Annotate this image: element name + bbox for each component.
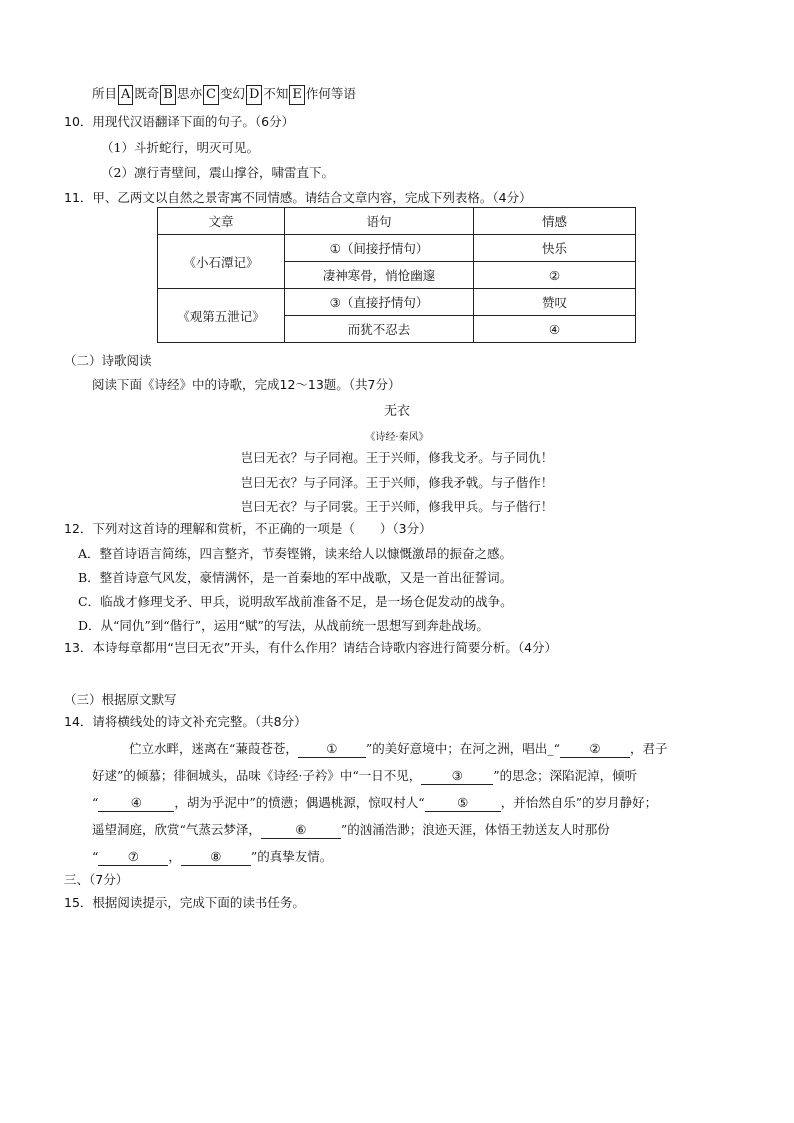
sentence-cell: ③（直接抒情句） <box>285 289 474 316</box>
option-label-c: C <box>203 85 219 105</box>
q13-stem: 13．本诗每章都用“岂曰无衣”开头，有什么作用？请结合诗歌内容进行简要分析。（4分） <box>64 640 558 655</box>
q10-sentence-2: （2）凛行青壁间，震山撑谷，啸雷直下。 <box>101 165 334 180</box>
option-label-b: B <box>160 85 176 105</box>
blank-3[interactable]: ③ <box>421 768 493 785</box>
blank-8[interactable]: ⑧ <box>181 849 251 866</box>
option-label-a: A <box>118 85 133 105</box>
q14-line-2: 好逑”的倾慕；徘徊城头，品味《诗经·子衿》中“一日不见， ③ ”的思念；深陷泥淖，倾听 <box>92 768 638 783</box>
option-text-d: 不知 <box>263 86 289 101</box>
q12-option-b: B．整首诗意气风发，豪情满怀，是一首秦地的军中战歌，又是一首出征誓词。 <box>78 570 513 585</box>
q14-stem: 14．请将横线处的诗文补充完整。（共8分） <box>64 714 307 729</box>
option-text-b: 思亦 <box>176 86 202 101</box>
q15-stem: 15．根据阅读提示，完成下面的读书任务。 <box>64 895 305 910</box>
q10-sentence-1: （1）斗折蛇行，明灭可见。 <box>101 140 259 155</box>
option-text-a: 既奇 <box>134 86 160 101</box>
blank-1[interactable]: ① <box>298 741 366 758</box>
option-text-c: 变幻 <box>219 86 245 101</box>
poem-line-1: 岂曰无衣？与子同袍。王于兴师，修我戈矛。与子同仇！ <box>240 450 554 465</box>
q14-line-3: “ ④ ，胡为乎泥中”的愤懑；偶遇桃源，惊叹村人“ ⑤ ，并怡然自乐”的岁月静好； <box>92 795 658 810</box>
table-header-row <box>158 208 636 235</box>
blank-2[interactable]: ② <box>560 741 630 758</box>
blank-5[interactable]: ⑤ <box>425 795 501 812</box>
article-diwuxie: 《观第五泄记》 <box>158 289 285 343</box>
header-sentence: 语句 <box>285 208 474 235</box>
sentence-cell: ①（间接抒情句） <box>285 235 474 262</box>
emotion-cell: ④ <box>474 316 636 343</box>
poem-source: 《诗经·秦风》 <box>365 432 429 443</box>
emotion-cell: 快乐 <box>474 235 636 262</box>
q11-stem: 11．甲、乙两文以自然之景寄寓不同情感。请结合文章内容，完成下列表格。（4分） <box>64 190 532 205</box>
q11-table <box>157 207 636 343</box>
emotion-cell: ② <box>474 262 636 289</box>
option-label-d: D <box>246 85 262 105</box>
section3-heading: （三）根据原文默写 <box>64 692 177 707</box>
poem-line-3: 岂曰无衣？与子同裳。王于兴师，修我甲兵。与子偕行！ <box>240 499 554 514</box>
option-label-e: E <box>289 85 305 105</box>
table-row <box>158 235 636 262</box>
header-emotion: 情感 <box>474 208 636 235</box>
emotion-cell: 赞叹 <box>474 289 636 316</box>
q10-stem: 10．用现代汉语翻译下面的句子。（6分） <box>64 114 295 129</box>
header-article: 文章 <box>158 208 285 235</box>
part3-heading: 三、（7分） <box>64 872 129 887</box>
table-row <box>158 289 636 316</box>
poem-line-2: 岂曰无衣？与子同泽。王于兴师，修我矛戟。与子偕作！ <box>240 475 554 490</box>
q12-option-c: C．临战才修理戈矛、甲兵，说明敌军战前准备不足，是一场仓促发动的战争。 <box>78 594 513 609</box>
article-xiaoshitan: 《小石潭记》 <box>158 235 285 289</box>
q9-prefix: 所目 <box>92 86 118 101</box>
q12-stem: 12．下列对这首诗的理解和赏析，不正确的一项是（ ）（3分） <box>64 521 432 536</box>
q14-line-5: “ ⑦ ， ⑧ ”的真挚友情。 <box>92 849 333 864</box>
sentence-cell: 凄神寒骨，悄怆幽邃 <box>285 262 474 289</box>
section2-intro: 阅读下面《诗经》中的诗歌，完成12～13题。（共7分） <box>92 377 401 392</box>
section2-heading: （二）诗歌阅读 <box>64 353 152 368</box>
blank-4[interactable]: ④ <box>98 795 174 812</box>
q14-line-4: 遥望洞庭，欣赏“气蒸云梦泽， ⑥ ”的汹涌浩渺；浪迹天涯，体悟王勃送友人时那份 <box>92 822 610 837</box>
blank-6[interactable]: ⑥ <box>261 822 341 839</box>
q12-option-a: A．整首诗语言简练，四言整齐，节奏铿锵，读来给人以慷慨激昂的振奋之感。 <box>78 546 513 561</box>
blank-7[interactable]: ⑦ <box>98 849 168 866</box>
poem-title: 无衣 <box>383 404 410 419</box>
q14-line-1: 伫立水畔，迷离在“蒹葭苍苍， ① ”的美好意境中；在河之洲，唱出_“ ② ，君子 <box>129 741 668 756</box>
sentence-cell: 而犹不忍去 <box>285 316 474 343</box>
q9-options-line <box>92 84 356 105</box>
option-text-e: 作何等语 <box>305 86 356 101</box>
q12-option-d: D．从“同仇”到“偕行”，运用“赋”的写法，从战前统一思想写到奔赴战场。 <box>78 618 489 633</box>
